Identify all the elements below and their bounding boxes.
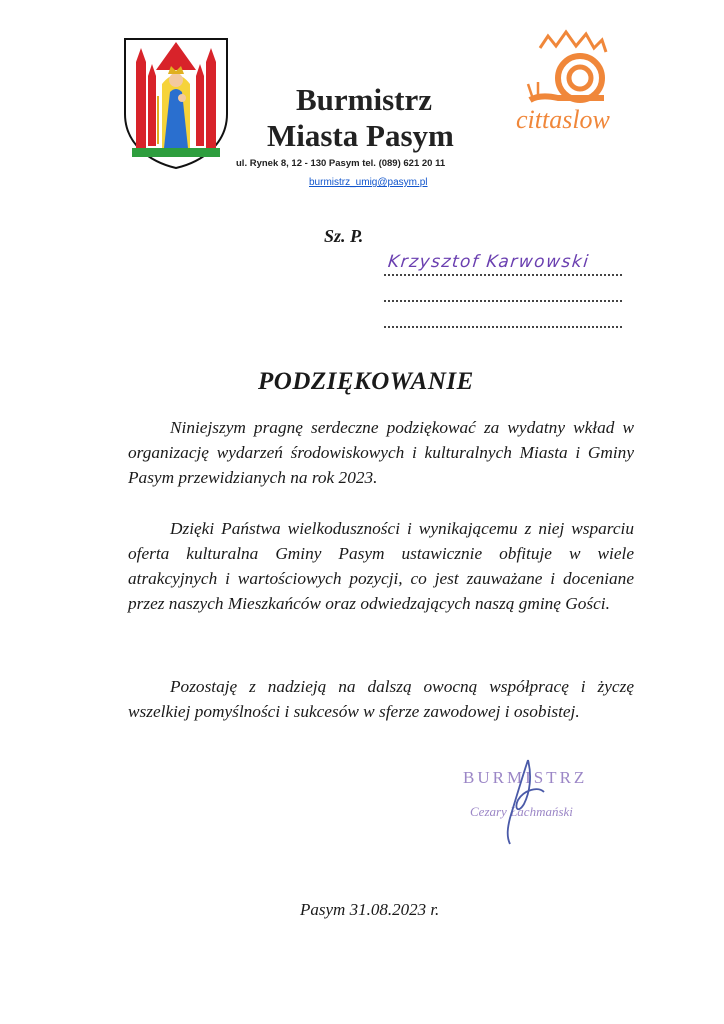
letter-paragraph-2: Dzięki Państwa wielkoduszności i wynikającemu z niej wsparciu oferta kulturalna Gminy Pasym ustawicznie obfituje w wiele atrakcyjnych i wartościowych pozycji, co jest zauważane i doceniane przez naszych Mieszkańców oraz odwiedzających naszą gminę Gości. [128,519,634,613]
office-address: ul. Rynek 8, 12 - 130 Pasym tel. (089) 621 20 11 [236,158,446,169]
address-line-3 [384,326,622,328]
letter-paragraph-1: Niniejszym pragnę serdeczne podziękować za wydatny wkład w organizację wydarzeń środowiskowych i kulturalnych Miasta i Gminy Pasym przewidzianych na rok 2023. [128,418,634,487]
letter-heading: PODZIĘKOWANIE [258,368,474,395]
coat-of-arms-icon [122,36,230,170]
recipient-name: Krzysztof Karwowski [386,252,591,272]
address-line-1 [384,274,622,276]
logo-text: cittaslow [516,105,610,134]
address-line-2 [384,300,622,302]
stamp-title: BURMISTRZ [463,768,588,787]
email-link[interactable]: burmistrz_umig@pasym.pl [309,177,428,188]
salutation: Sz. P. [324,226,364,246]
stamp-name: Cezary Łachmański [470,804,573,819]
letter-date: Pasym 31.08.2023 r. [300,900,440,919]
page-title-line1: Burmistrz [296,82,433,117]
handwritten-signature-icon [488,758,558,850]
letter-paragraph-3: Pozostaję z nadzieją na dalszą owocną współpracę i życzę wszelkiej pomyślności i sukcesów w sferze zawodowej i osobistej. [128,677,634,721]
page-title-line2: Miasta Pasym [267,118,454,153]
cittaslow-snail-logo-icon [510,26,626,136]
